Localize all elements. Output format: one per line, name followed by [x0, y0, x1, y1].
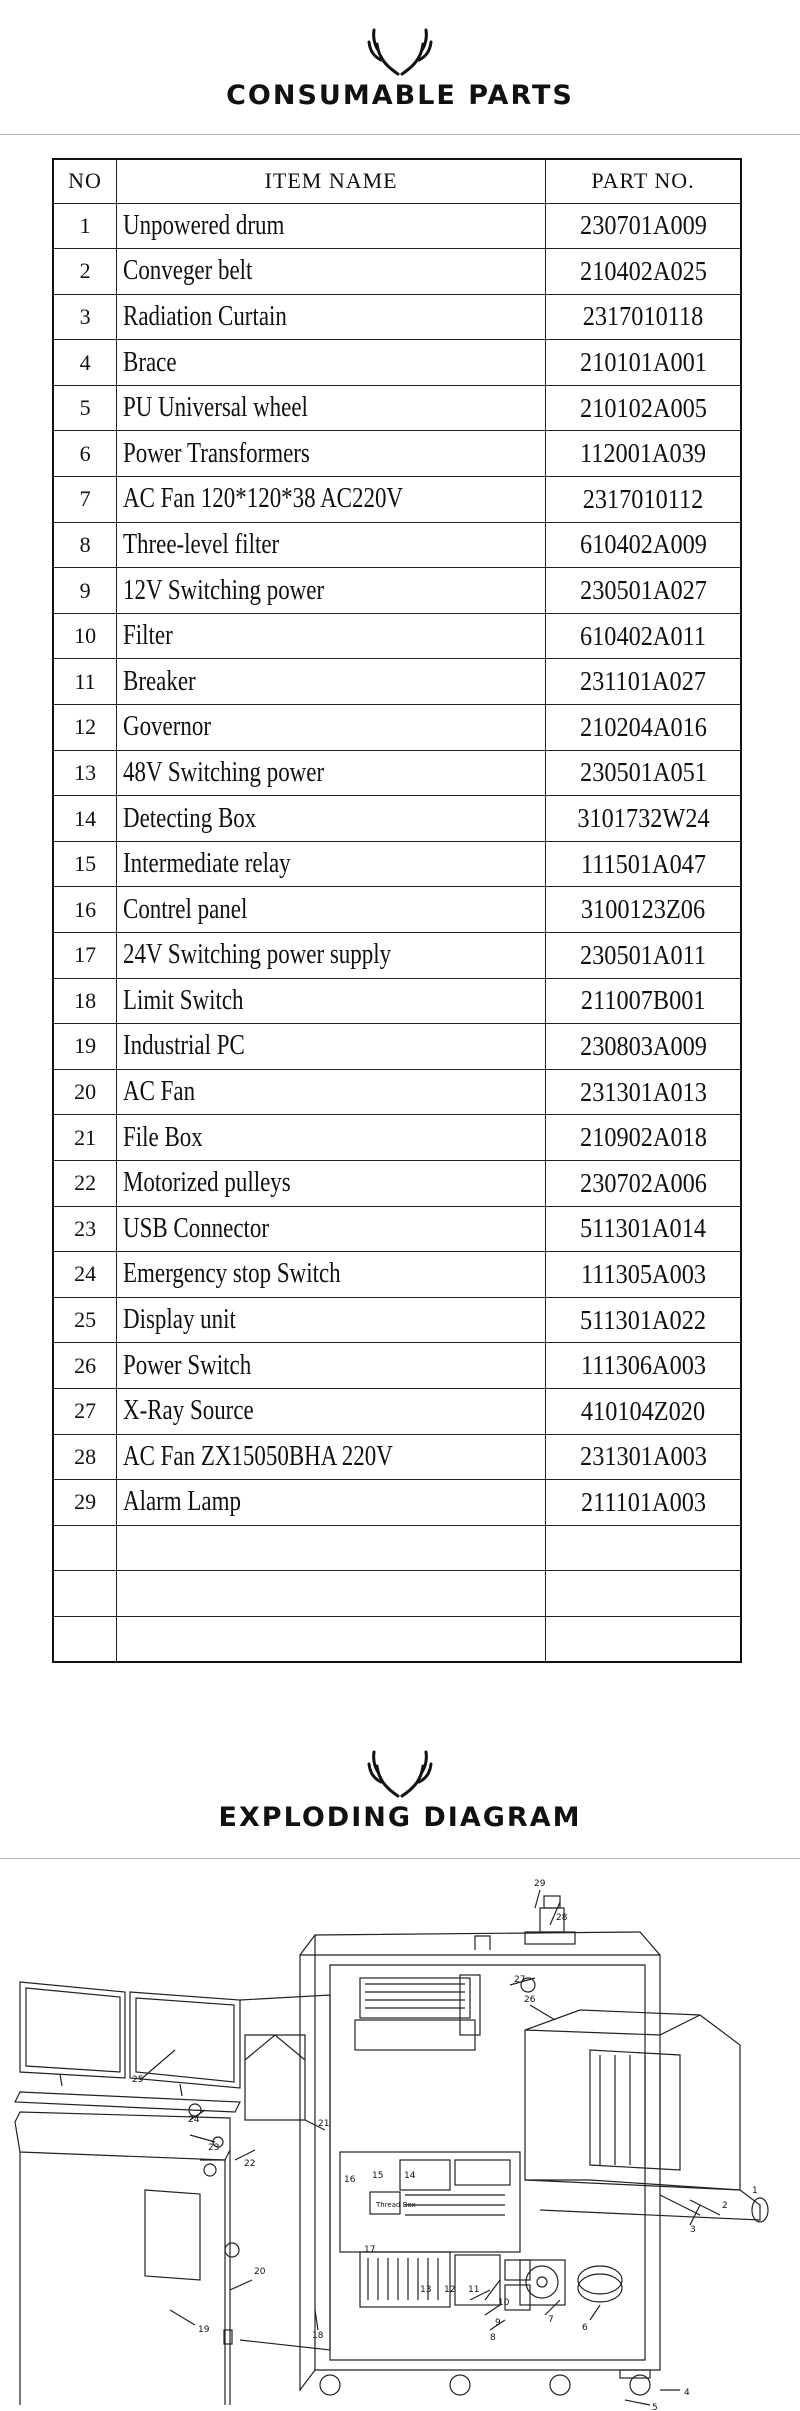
row-part-no: 112001A039	[580, 438, 707, 469]
row-no: 18	[53, 978, 117, 1024]
row-part-no-cell	[546, 203, 741, 249]
table-row	[53, 1571, 741, 1617]
table-row	[53, 1388, 741, 1434]
row-item-name: File Box	[123, 1121, 203, 1153]
row-no: 6	[53, 431, 117, 477]
row-part-no-cell	[546, 978, 741, 1024]
row-part-no-cell	[546, 385, 741, 431]
row-item-name: Unpowered drum	[123, 209, 285, 241]
row-item-name: Motorized pulleys	[123, 1167, 291, 1199]
table-row	[53, 841, 741, 887]
row-part-no-cell	[546, 1616, 741, 1662]
callout-4: 4	[684, 2388, 690, 2398]
callout-21: 21	[318, 2119, 330, 2129]
callout-1: 1	[752, 2186, 758, 2196]
table-row	[53, 385, 741, 431]
table-row	[53, 1069, 741, 1115]
row-item-name: 48V Switching power	[123, 756, 325, 788]
callout-19: 19	[198, 2325, 210, 2335]
row-item-name-cell	[117, 1069, 546, 1115]
row-part-no-cell	[546, 659, 741, 705]
callout-8: 8	[490, 2333, 496, 2343]
row-no	[53, 1616, 117, 1662]
callout-23: 23	[208, 2143, 220, 2153]
table-row	[53, 1616, 741, 1662]
row-item-name: Governor	[123, 711, 212, 743]
row-part-no-cell	[546, 613, 741, 659]
row-no: 14	[53, 796, 117, 842]
table-row	[53, 1206, 741, 1252]
row-item-name-cell	[117, 796, 546, 842]
antlers-logo-icon	[365, 1748, 435, 1800]
row-item-name-cell	[117, 1616, 546, 1662]
row-item-name-cell	[117, 522, 546, 568]
row-item-name-cell	[117, 978, 546, 1024]
table-body	[53, 203, 741, 1662]
row-no: 19	[53, 1024, 117, 1070]
table-row	[53, 477, 741, 523]
row-item-name: AC Fan 120*120*38 AC220V	[123, 483, 404, 515]
row-part-no: 211007B001	[580, 985, 706, 1016]
table-row	[53, 522, 741, 568]
row-part-no-cell	[546, 933, 741, 979]
row-part-no: 2317010112	[582, 483, 704, 514]
table-row	[53, 1480, 741, 1526]
row-item-name: Intermediate relay	[123, 848, 291, 880]
row-no: 15	[53, 841, 117, 887]
row-part-no-cell	[546, 522, 741, 568]
row-no: 21	[53, 1115, 117, 1161]
row-item-name-cell	[117, 1115, 546, 1161]
row-item-name-cell	[117, 1480, 546, 1526]
table-row	[53, 203, 741, 249]
table-row	[53, 978, 741, 1024]
row-no: 7	[53, 477, 117, 523]
row-part-no-cell	[546, 1297, 741, 1343]
row-part-no: 210101A001	[579, 347, 707, 378]
row-part-no-cell	[546, 340, 741, 386]
row-part-no: 410104Z020	[580, 1395, 706, 1426]
table-row	[53, 705, 741, 751]
table-row	[53, 796, 741, 842]
row-no: 10	[53, 613, 117, 659]
table-row	[53, 1297, 741, 1343]
row-part-no-cell	[546, 1388, 741, 1434]
row-part-no-cell	[546, 1115, 741, 1161]
row-part-no: 511301A014	[580, 1213, 707, 1244]
diagram-divider	[0, 1858, 800, 1859]
table-row	[53, 933, 741, 979]
row-item-name: X-Ray Source	[123, 1395, 254, 1427]
row-item-name-cell	[117, 705, 546, 751]
row-no: 25	[53, 1297, 117, 1343]
row-no: 29	[53, 1480, 117, 1526]
table-row	[53, 1343, 741, 1389]
row-no: 8	[53, 522, 117, 568]
row-no: 24	[53, 1252, 117, 1298]
table-row	[53, 750, 741, 796]
row-item-name: Three-level filter	[123, 528, 280, 560]
row-part-no: 230702A006	[579, 1167, 707, 1198]
table-row	[53, 1434, 741, 1480]
row-item-name-cell	[117, 613, 546, 659]
row-no	[53, 1571, 117, 1617]
row-item-name: PU Universal wheel	[123, 392, 309, 424]
row-item-name-cell	[117, 1525, 546, 1571]
row-item-name: Contrel panel	[123, 893, 248, 925]
row-part-no: 230701A009	[579, 210, 707, 241]
row-item-name-cell	[117, 887, 546, 933]
row-part-no-cell	[546, 705, 741, 751]
row-item-name: Alarm Lamp	[123, 1486, 242, 1518]
row-part-no-cell	[546, 1252, 741, 1298]
row-item-name-cell	[117, 340, 546, 386]
row-no: 22	[53, 1160, 117, 1206]
row-item-name: Limit Switch	[123, 984, 244, 1016]
row-no: 23	[53, 1206, 117, 1252]
row-item-name-cell	[117, 294, 546, 340]
row-item-name-cell	[117, 385, 546, 431]
row-part-no-cell	[546, 1480, 741, 1526]
row-part-no: 230501A011	[580, 939, 707, 970]
row-no: 20	[53, 1069, 117, 1115]
callout-24: 24	[188, 2115, 200, 2125]
row-item-name-cell	[117, 477, 546, 523]
callout-28: 28	[556, 1913, 568, 1923]
row-item-name-cell	[117, 1252, 546, 1298]
callout-22: 22	[244, 2159, 256, 2169]
row-part-no-cell	[546, 431, 741, 477]
row-part-no: 3100123Z06	[580, 894, 706, 925]
row-item-name: 24V Switching power supply	[123, 939, 392, 971]
callout-26: 26	[524, 1995, 536, 2005]
table-row	[53, 613, 741, 659]
row-item-name: Detecting Box	[123, 802, 257, 834]
panel-label: Thread Box	[376, 2201, 416, 2209]
row-part-no: 230501A051	[579, 757, 707, 788]
row-no: 2	[53, 249, 117, 295]
header-no: NO	[53, 159, 117, 203]
row-part-no: 610402A011	[580, 620, 707, 651]
row-part-no-cell	[546, 796, 741, 842]
callout-2: 2	[722, 2201, 728, 2211]
row-part-no: 111501A047	[580, 848, 706, 879]
exploding-diagram	[0, 1860, 800, 2411]
row-item-name: Breaker	[123, 665, 196, 697]
row-item-name: Power Transformers	[123, 437, 310, 469]
diagram-header	[0, 1748, 800, 1833]
callout-9: 9	[495, 2318, 501, 2328]
row-part-no-cell	[546, 1160, 741, 1206]
row-part-no: 211101A003	[580, 1486, 706, 1517]
row-part-no: 610402A009	[579, 529, 707, 560]
consumables-header	[0, 26, 800, 111]
callout-16: 16	[344, 2175, 356, 2185]
row-no: 17	[53, 933, 117, 979]
callout-17: 17	[364, 2245, 376, 2255]
row-part-no-cell	[546, 841, 741, 887]
row-item-name: Emergency stop Switch	[123, 1258, 341, 1290]
callout-14: 14	[404, 2171, 416, 2181]
callout-20: 20	[254, 2267, 266, 2277]
row-part-no: 210102A005	[579, 392, 707, 423]
row-item-name-cell	[117, 933, 546, 979]
row-item-name-cell	[117, 750, 546, 796]
row-no	[53, 1525, 117, 1571]
row-no: 28	[53, 1434, 117, 1480]
table-row	[53, 340, 741, 386]
row-item-name: Radiation Curtain	[123, 300, 288, 332]
callout-5: 5	[652, 2403, 658, 2411]
consumable-parts-table	[52, 158, 742, 1663]
callout-13: 13	[420, 2285, 432, 2295]
row-part-no-cell	[546, 1206, 741, 1252]
row-part-no: 111305A003	[580, 1258, 706, 1289]
row-part-no: 2317010118	[582, 301, 704, 332]
row-part-no: 231301A003	[579, 1441, 707, 1472]
row-item-name-cell	[117, 1571, 546, 1617]
row-item-name: Filter	[123, 620, 173, 652]
callout-3: 3	[690, 2225, 696, 2235]
row-item-name-cell	[117, 1343, 546, 1389]
row-no: 3	[53, 294, 117, 340]
row-part-no: 210204A016	[579, 711, 707, 742]
row-no: 4	[53, 340, 117, 386]
header-item-name: ITEM NAME	[117, 159, 546, 203]
table-row	[53, 1024, 741, 1070]
row-part-no: 210902A018	[579, 1122, 707, 1153]
antlers-logo-icon	[365, 26, 435, 78]
header-divider	[0, 134, 800, 135]
row-part-no-cell	[546, 1069, 741, 1115]
row-part-no-cell	[546, 1343, 741, 1389]
callout-18: 18	[312, 2331, 324, 2341]
row-part-no: 230501A027	[579, 575, 707, 606]
row-item-name: USB Connector	[123, 1212, 270, 1244]
table-row	[53, 1525, 741, 1571]
callout-25: 25	[132, 2075, 144, 2085]
row-part-no-cell	[546, 750, 741, 796]
table-row	[53, 659, 741, 705]
row-item-name-cell	[117, 1297, 546, 1343]
row-part-no-cell	[546, 1024, 741, 1070]
row-part-no-cell	[546, 1571, 741, 1617]
row-item-name: Brace	[123, 346, 177, 378]
row-no: 26	[53, 1343, 117, 1389]
row-part-no: 111306A003	[580, 1350, 706, 1381]
callout-11: 11	[468, 2285, 480, 2295]
table-row	[53, 431, 741, 477]
header-part-no: PART NO.	[546, 159, 741, 203]
table-row	[53, 1160, 741, 1206]
row-item-name-cell	[117, 1434, 546, 1480]
row-no: 16	[53, 887, 117, 933]
row-part-no-cell	[546, 249, 741, 295]
row-item-name: Conveger belt	[123, 255, 253, 287]
row-item-name: Display unit	[123, 1304, 237, 1336]
callout-29: 29	[534, 1879, 546, 1889]
table-row	[53, 568, 741, 614]
row-no: 9	[53, 568, 117, 614]
row-item-name-cell	[117, 1160, 546, 1206]
callout-27: 27	[514, 1975, 526, 1985]
row-no: 5	[53, 385, 117, 431]
callout-10: 10	[498, 2298, 510, 2308]
row-item-name: 12V Switching power	[123, 574, 325, 606]
table-row	[53, 1115, 741, 1161]
row-part-no: 3101732W24	[576, 803, 710, 834]
callout-7: 7	[548, 2315, 554, 2325]
table-row	[53, 249, 741, 295]
callout-12: 12	[444, 2285, 456, 2295]
row-item-name-cell	[117, 659, 546, 705]
row-part-no-cell	[546, 294, 741, 340]
row-item-name-cell	[117, 1388, 546, 1434]
row-item-name-cell	[117, 1024, 546, 1070]
row-item-name-cell	[117, 1206, 546, 1252]
consumables-title: CONSUMABLE PARTS	[226, 80, 574, 111]
callout-6: 6	[582, 2323, 588, 2333]
row-part-no-cell	[546, 1434, 741, 1480]
row-part-no-cell	[546, 568, 741, 614]
diagram-title: EXPLODING DIAGRAM	[218, 1802, 582, 1833]
callout-15: 15	[372, 2171, 384, 2181]
row-no: 12	[53, 705, 117, 751]
row-item-name: AC Fan ZX15050BHA 220V	[123, 1440, 393, 1472]
row-part-no: 231101A027	[580, 666, 707, 697]
row-item-name-cell	[117, 203, 546, 249]
row-item-name-cell	[117, 568, 546, 614]
row-part-no: 210402A025	[579, 255, 707, 286]
row-no: 13	[53, 750, 117, 796]
row-no: 1	[53, 203, 117, 249]
row-item-name: AC Fan	[123, 1076, 196, 1108]
table-row	[53, 1252, 741, 1298]
row-item-name-cell	[117, 431, 546, 477]
table-row	[53, 887, 741, 933]
row-part-no: 511301A022	[580, 1304, 707, 1335]
row-part-no: 230803A009	[579, 1030, 707, 1061]
row-item-name-cell	[117, 841, 546, 887]
table-row	[53, 294, 741, 340]
row-no: 11	[53, 659, 117, 705]
row-part-no-cell	[546, 887, 741, 933]
row-part-no-cell	[546, 1525, 741, 1571]
row-item-name: Power Switch	[123, 1349, 252, 1381]
row-item-name-cell	[117, 249, 546, 295]
row-part-no-cell	[546, 477, 741, 523]
row-part-no: 231301A013	[579, 1076, 707, 1107]
row-item-name: Industrial PC	[123, 1030, 245, 1062]
row-no: 27	[53, 1388, 117, 1434]
table-header-row	[53, 159, 741, 203]
